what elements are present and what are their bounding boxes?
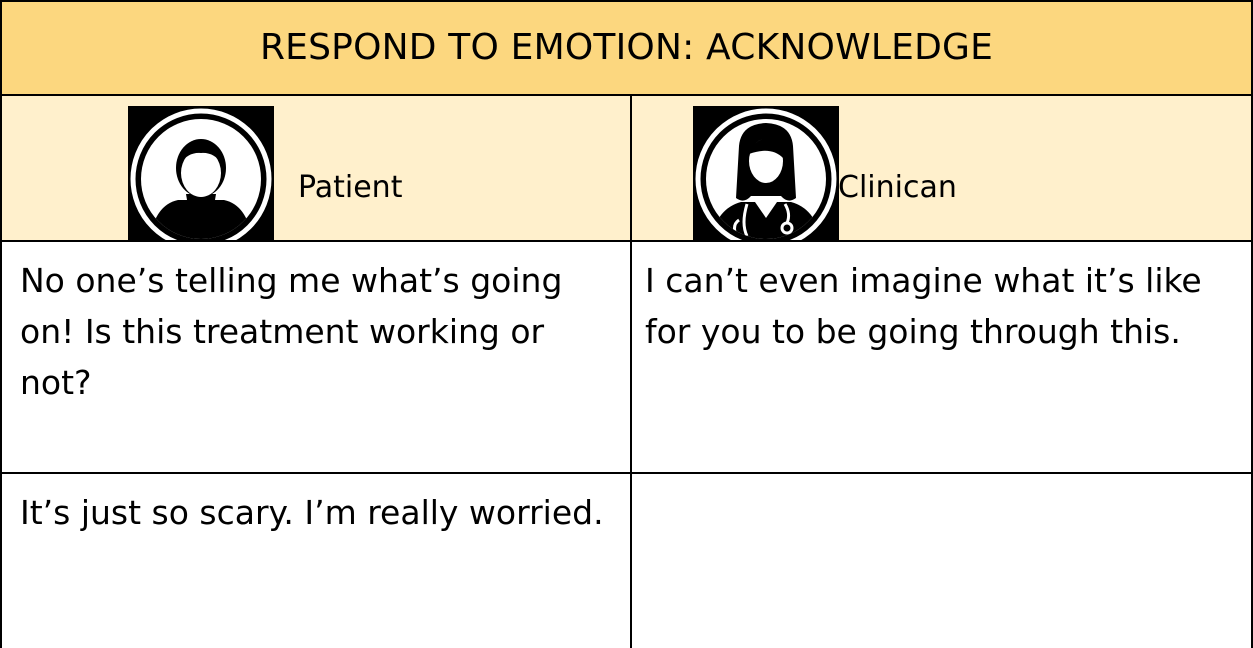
patient-label: Patient bbox=[298, 170, 403, 205]
border-top bbox=[0, 0, 1253, 2]
clinician-header-cell bbox=[631, 95, 1253, 241]
clinician-label: Clinican bbox=[838, 170, 957, 205]
divider-header bbox=[0, 240, 1253, 242]
patient-header-cell bbox=[0, 95, 631, 241]
divider-row-1 bbox=[0, 472, 1253, 474]
border-left bbox=[0, 0, 2, 648]
row-1-patient-cell: No one’s telling me what’s going on! Is this treatment working or not? bbox=[0, 241, 631, 473]
doctor-stethoscope-icon bbox=[693, 106, 839, 252]
divider-title bbox=[0, 94, 1253, 96]
row-1-clinician-cell: I can’t even imagine what it’s like for you to be going through this. bbox=[631, 241, 1253, 473]
row-2-patient-cell: It’s just so scary. I’m really worried. bbox=[0, 473, 631, 648]
divider-column bbox=[630, 95, 632, 648]
person-icon bbox=[128, 106, 274, 252]
title-row bbox=[0, 0, 1253, 95]
row-2-clinician-cell bbox=[631, 473, 1253, 648]
table-title: RESPOND TO EMOTION: ACKNOWLEDGE bbox=[259, 27, 994, 68]
